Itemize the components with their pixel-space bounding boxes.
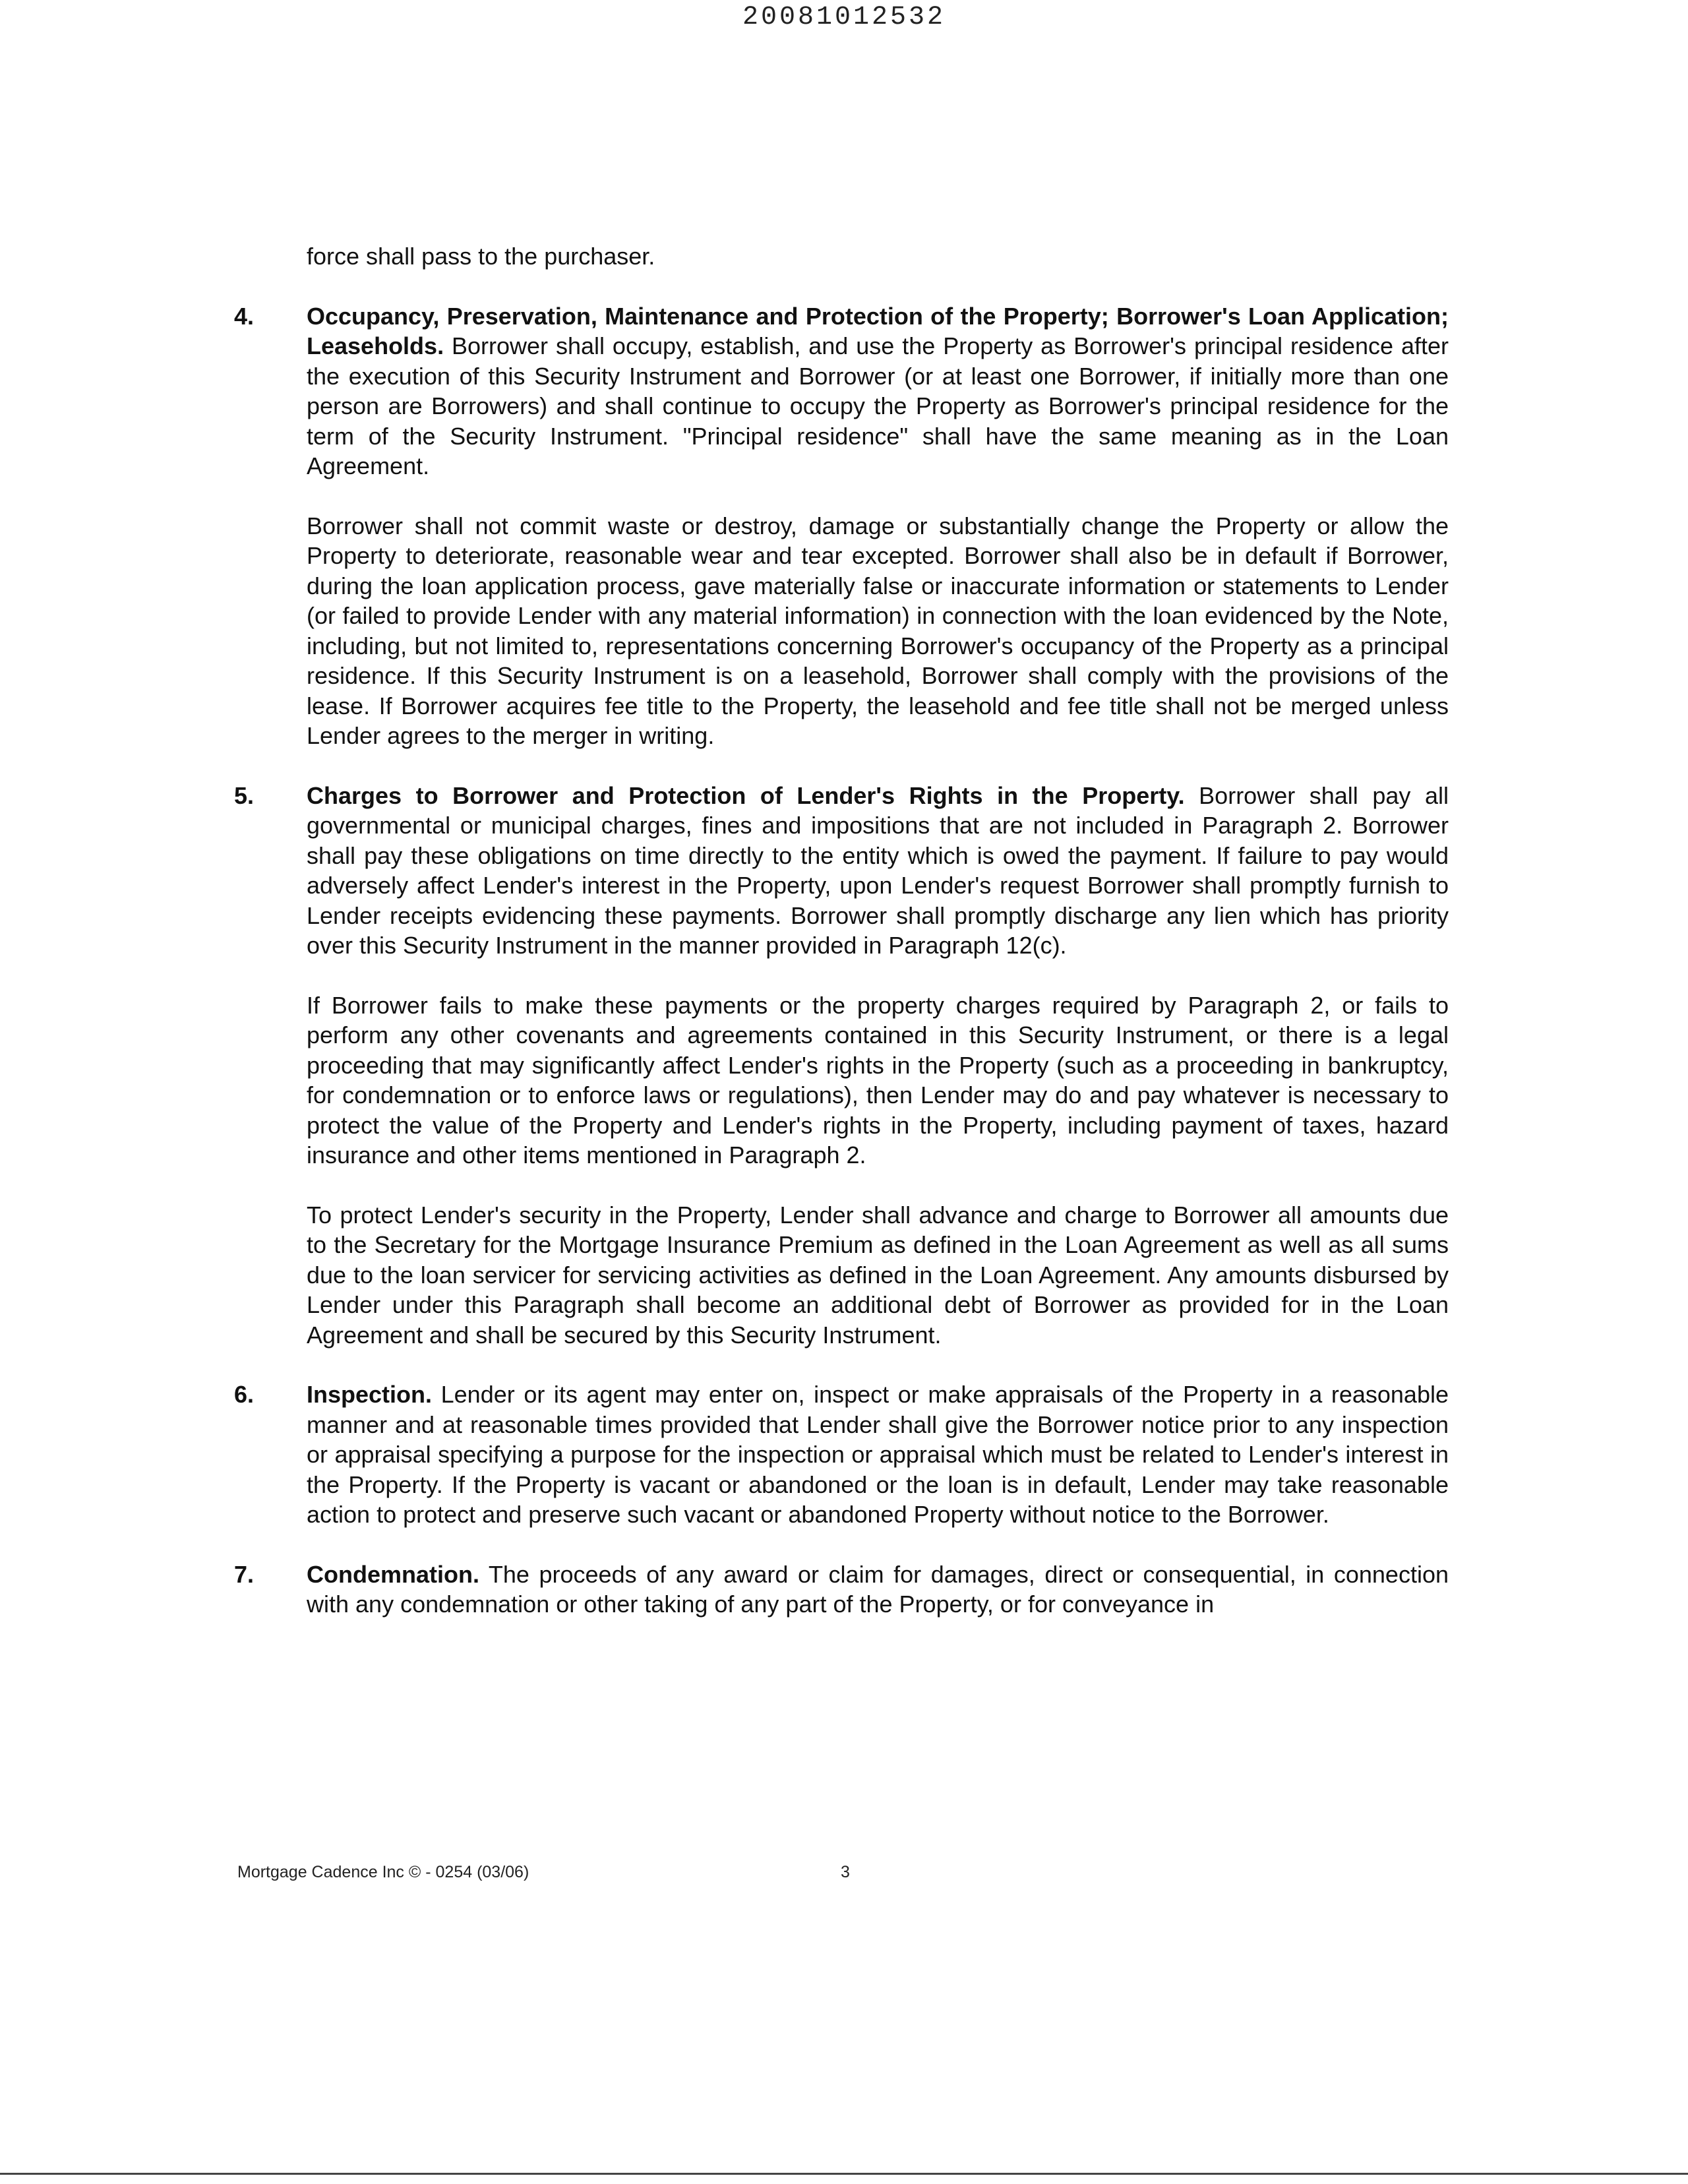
section-4 xyxy=(234,301,1449,751)
section-text: Borrower shall occupy, establish, and use the Property as Borrower's principal residence after the execution of this Security Instrument and Borrower (or at least one Borrower, if initially more than one person are Borrowers) and shall continue to occupy the Property as Borrower's principal residence for the term of the Security Instrument. "Principal residence" shall have the same meaning as in the Loan Agreement. xyxy=(307,332,1449,479)
page-number: 3 xyxy=(841,1863,850,1881)
section-paragraph xyxy=(307,1380,1449,1530)
section-text: Borrower shall pay all governmental or municipal charges, fines and impositions that are not included in Paragraph 2. Borrower shall pay these obligations on time directly to the entity which is owed the payment. If failure to pay would adversely affect Lender's interest in the Property, upon Lender's request Borrower shall promptly furnish to Lender receipts evidencing these payments. Borrower shall promptly discharge any lien which has priority over this Security Instrument in the manner provided in Paragraph 12(c). xyxy=(307,781,1449,959)
document-number: 20081012532 xyxy=(742,3,946,32)
section-paragraph: If Borrower fails to make these payments or the property charges required by Paragraph 2, or fails to perform any other covenants and agreements contained in this Security Instrument, or there is a legal proceeding that may significantly affect Lender's rights in the Property (such as a proceeding in bankruptcy, for condemnation or to enforce laws or regulations), then Lender may do and pay whatever is necessary to protect the value of the Property and Lender's rights in the Property, including payment of taxes, hazard insurance and other items mentioned in Paragraph 2. xyxy=(307,991,1449,1168)
scan-edge-line xyxy=(0,2173,1688,2175)
section-paragraph: To protect Lender's security in the Property, Lender shall advance and charge to Borrower all amounts due to the Secretary for the Mortgage Insurance Premium as defined in the Loan Agreement as well as all sums due to the loan servicer for servicing activities as defined in the Loan Agreement. Any amounts disbursed by Lender under this Paragraph shall become an additional debt of Borrower as provided for in the Loan Agreement and shall be secured by this Security Instrument. xyxy=(307,1201,1449,1349)
section-paragraph xyxy=(307,301,1449,481)
section-number: 6. xyxy=(234,1381,255,1408)
document-body xyxy=(234,241,1449,1649)
section-number: 7. xyxy=(234,1560,255,1588)
section-6 xyxy=(234,1380,1449,1530)
section-heading: Charges to Borrower and Protection of Lender's Rights in the Property. xyxy=(307,781,1185,809)
section-7 xyxy=(234,1560,1449,1620)
section-text: Lender or its agent may enter on, inspect or make appraisals of the Property in a reasonable manner and at reasonable times provided that Lender shall give the Borrower notice prior to any inspection or appraisal specifying a purpose for the inspection or appraisal which must be related to Lender's interest in the Property. If the Property is vacant or abandoned or the loan is in default, Lender may take reasonable action to protect and preserve such vacant or abandoned Property without notice to the Borrower. xyxy=(307,1381,1449,1528)
section-heading: Inspection. xyxy=(307,1381,433,1408)
section-paragraph xyxy=(307,781,1449,961)
section-heading: Occupancy, Preservation, Maintenance and Protection of the Property; Borrower's Loan Application; Leaseholds. xyxy=(307,302,1449,359)
section-5 xyxy=(234,781,1449,1350)
section-paragraph xyxy=(307,1560,1449,1620)
continuation-text: force shall pass to the purchaser. xyxy=(307,243,655,270)
section-paragraph: Borrower shall not commit waste or destroy, damage or substantially change the Property or allow the Property to deteriorate, reasonable wear and tear excepted. Borrower shall also be in default if Borrower, during the loan application process, gave materially false or inaccurate information or statements to Lender (or failed to provide Lender with any material information) in connection with the loan evidenced by the Note, including, but not limited to, representations concerning Borrower's occupancy of the Property as a principal residence. If this Security Instrument is on a leasehold, Borrower shall comply with the provisions of the lease. If Borrower acquires fee title to the Property, the leasehold and fee title shall not be merged unless Lender agrees to the merger in writing. xyxy=(307,512,1449,749)
section-text: The proceeds of any award or claim for damages, direct or consequential, in connection with any condemnation or other taking of any part of the Property, or for conveyance in xyxy=(307,1560,1449,1618)
section-heading: Condemnation. xyxy=(307,1560,479,1588)
form-identifier: Mortgage Cadence Inc © - 0254 (03/06) xyxy=(237,1863,529,1881)
section-number: 4. xyxy=(234,302,255,330)
section-number: 5. xyxy=(234,781,255,809)
